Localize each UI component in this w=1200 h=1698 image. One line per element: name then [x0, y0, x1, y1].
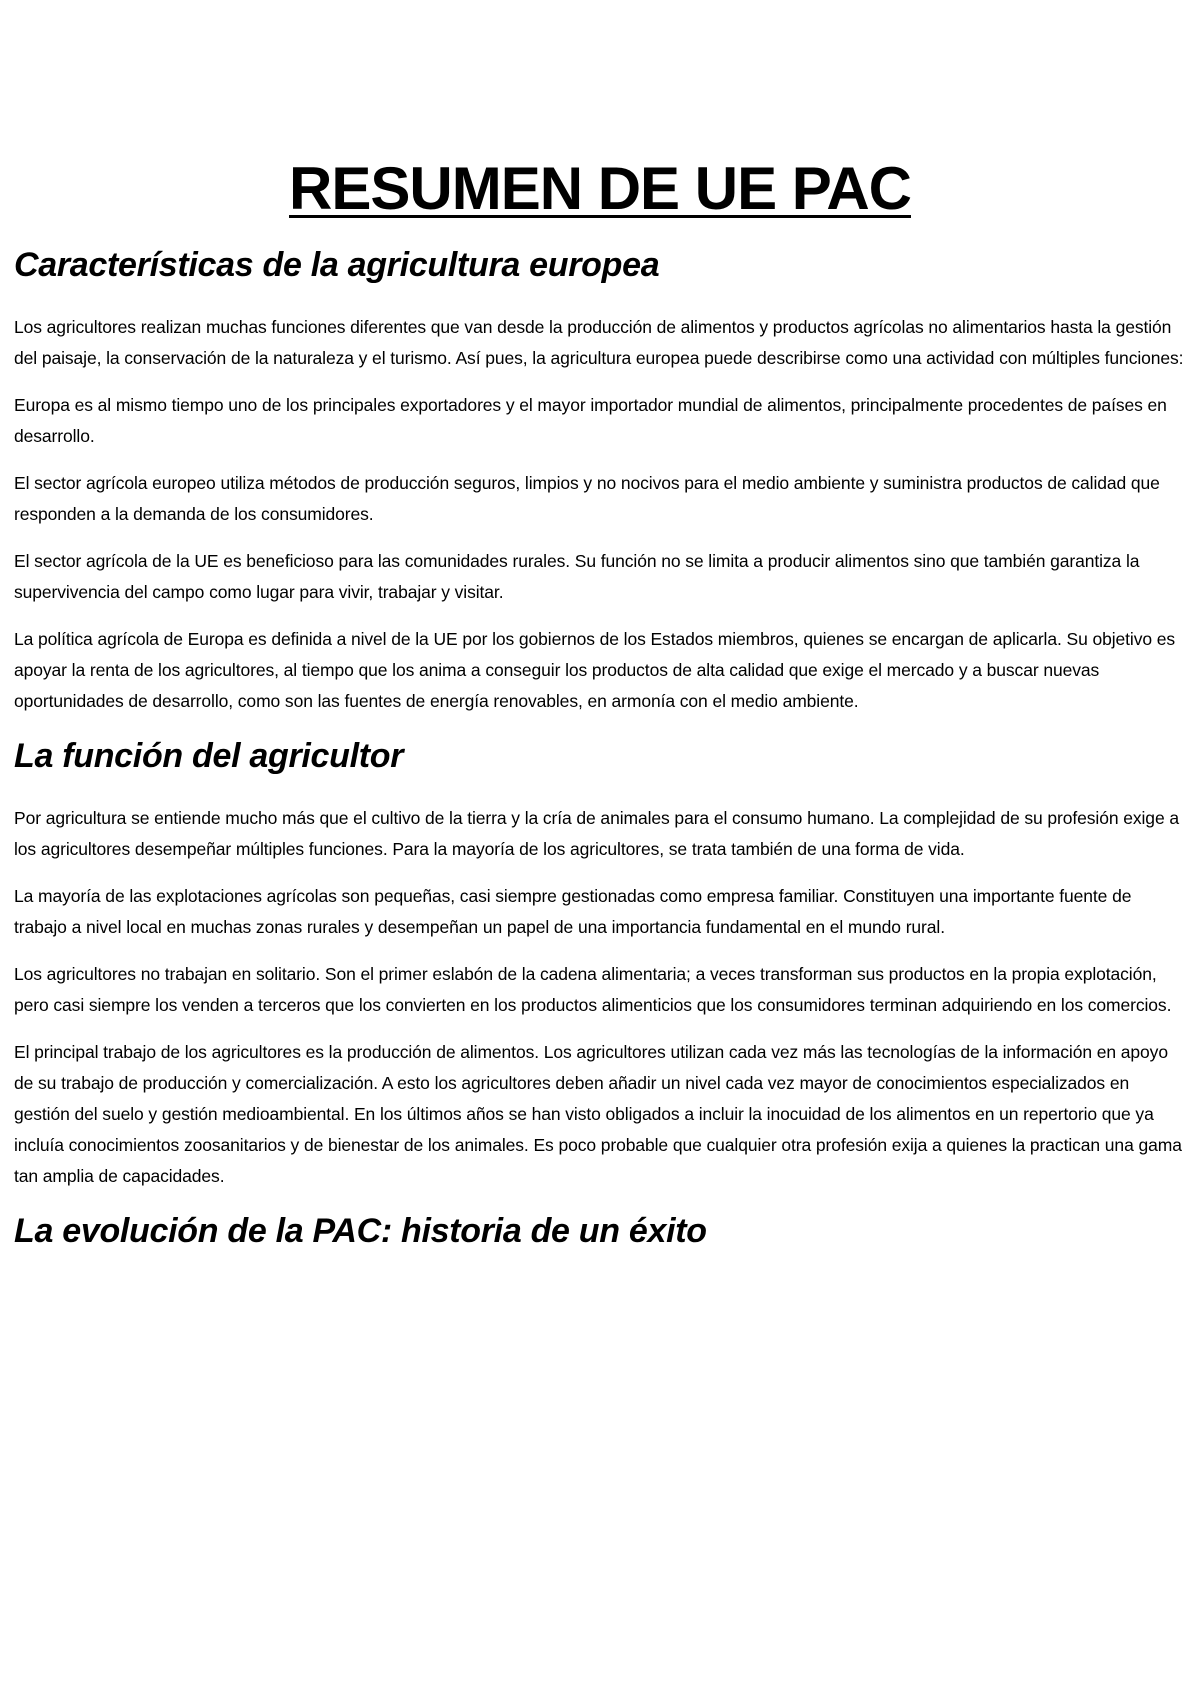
- paragraph: El sector agrícola de la UE es beneficioso para las comunidades rurales. Su función no se limita a producir alimentos sino que también garantiza la supervivencia del campo como lugar para vivir, trabajar y visitar.: [14, 551, 1140, 602]
- paragraph: Los agricultores no trabajan en solitario. Son el primer eslabón de la cadena alimentaria; a veces transforman sus productos en la propia explotación, pero casi siempre los venden a terceros que los convierten en los productos alimenticios que los consumidores terminan adquiriendo en los comercios.: [14, 964, 1172, 1015]
- document-title: RESUMEN DE UE PAC: [289, 155, 911, 222]
- section-heading-caracteristicas: Características de la agricultura europea: [14, 246, 660, 284]
- paragraph: El principal trabajo de los agricultores es la producción de alimentos. Los agricultores utilizan cada vez más las tecnologías de la información en apoyo de su trabajo de producción y comercialización. A esto los agricultores deben añadir un nivel cada vez mayor de conocimientos especializados en gestión del suelo y gestión medioambiental. En los últimos años se han visto obligados a incluir la inocuidad de los alimentos en un repertorio que ya incluía conocimientos zoosanitarios y de bienestar de los animales. Es poco probable que cualquier otra profesión exija a quienes la practican una gama tan amplia de capacidades.: [14, 1042, 1182, 1186]
- document-page: [14, 150, 1186, 1278]
- paragraph: Los agricultores realizan muchas funciones diferentes que van desde la producción de alimentos y productos agrícolas no alimentarios hasta la gestión del paisaje, la conservación de la naturaleza y el turismo. Así pues, la agricultura europea puede describirse como una actividad con múltiples funciones:: [14, 317, 1184, 368]
- paragraph: Europa es al mismo tiempo uno de los principales exportadores y el mayor importador mundial de alimentos, principalmente procedentes de países en desarrollo.: [14, 395, 1167, 446]
- section-heading-funcion-agricultor: La función del agricultor: [14, 737, 404, 775]
- paragraph: La política agrícola de Europa es definida a nivel de la UE por los gobiernos de los Estados miembros, quienes se encargan de aplicarla. Su objetivo es apoyar la renta de los agricultores, al tiempo que los anima a conseguir los productos de alta calidad que exige el mercado y a buscar nuevas oportunidades de desarrollo, como son las fuentes de energía renovables, en armonía con el medio ambiente.: [14, 629, 1176, 711]
- paragraph: La mayoría de las explotaciones agrícolas son pequeñas, casi siempre gestionadas como empresa familiar. Constituyen una importante fuente de trabajo a nivel local en muchas zonas rurales y desempeñan un papel de una importancia fundamental en el mundo rural.: [14, 886, 1132, 937]
- section-heading-evolucion-pac: La evolución de la PAC: historia de un éxito: [14, 1212, 707, 1250]
- paragraph: El sector agrícola europeo utiliza métodos de producción seguros, limpios y no nocivos para el medio ambiente y suministra productos de calidad que responden a la demanda de los consumidores.: [14, 473, 1160, 524]
- paragraph: Por agricultura se entiende mucho más que el cultivo de la tierra y la cría de animales para el consumo humano. La complejidad de su profesión exige a los agricultores desempeñar múltiples funciones. Para la mayoría de los agricultores, se trata también de una forma de vida.: [14, 808, 1179, 859]
